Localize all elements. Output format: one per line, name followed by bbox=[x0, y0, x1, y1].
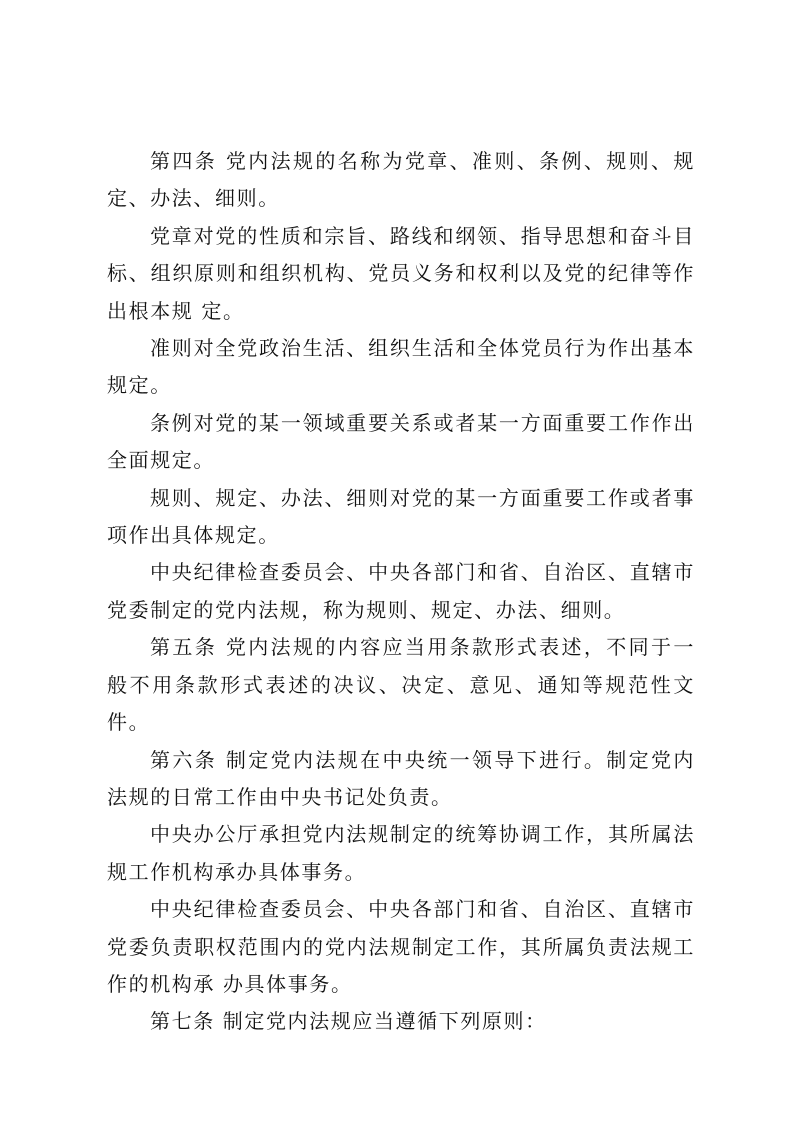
document-body bbox=[107, 143, 695, 1041]
article-7-paragraph: 第七条 制定党内法规应当遵循下列原则： bbox=[150, 1009, 547, 1034]
article-5-paragraph: 第五条 党内法规的内容应当用条款形式表述，不同于一般不用条款形式表述的决议、决定、意见、通知等规范性文件。 bbox=[107, 635, 695, 735]
general-office-paragraph: 中央办公厅承担党内法规制定的统筹协调工作，其所属法规工作机构承办具体事务。 bbox=[107, 822, 695, 884]
guidelines-paragraph: 准则对全党政治生活、组织生活和全体党员行为作出基本规定。 bbox=[107, 336, 695, 398]
party-constitution-paragraph: 党章对党的性质和宗旨、路线和纲领、指导思想和奋斗目标、组织原则和组织机构、党员义务和权利以及党的纪律等作出根本规 定。 bbox=[107, 223, 695, 323]
rules-paragraph: 规则、规定、办法、细则对党的某一方面重要工作或者事项作出具体规定。 bbox=[107, 485, 695, 548]
article-6-paragraph: 第六条 制定党内法规在中央统一领导下进行。制定党内法规的日常工作由中央书记处负责。 bbox=[107, 747, 695, 809]
central-commission-paragraph: 中央纪律检查委员会、中央各部门和省、自治区、直辖市党委制定的党内法规，称为规则、规定、办法、细则。 bbox=[107, 560, 695, 622]
article-4-paragraph: 第四条 党内法规的名称为党章、准则、条例、规则、规定、办法、细则。 bbox=[107, 149, 695, 211]
commission-responsibility-paragraph: 中央纪律检查委员会、中央各部门和省、自治区、直辖市党委负责职权范围内的党内法规制定工作，其所属负责法规工作的机构承 办具体事务。 bbox=[107, 897, 695, 996]
regulations-paragraph: 条例对党的某一领域重要关系或者某一方面重要工作作出全面规定。 bbox=[107, 410, 695, 473]
